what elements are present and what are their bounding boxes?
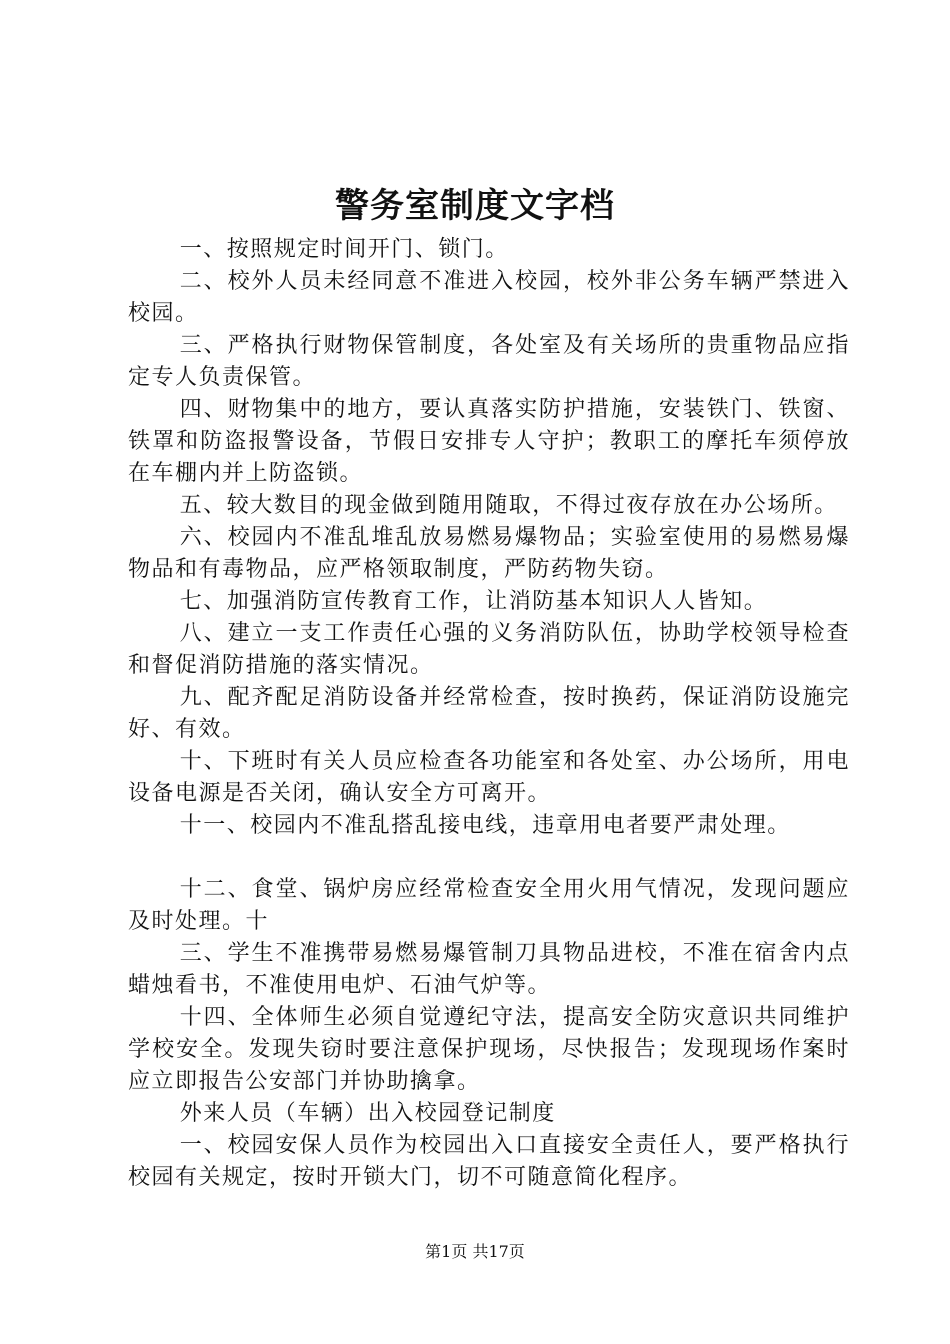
rule-paragraph-12: 十二、食堂、锅炉房应经常检查安全用火用气情况，发现问题应及时处理。十 <box>128 877 850 934</box>
rule-paragraph-3: 三、严格执行财物保管制度，各处室及有关场所的贵重物品应指定专人负责保管。 <box>128 333 850 390</box>
rule-paragraph-4: 四、财物集中的地方，要认真落实防护措施，安装铁门、铁窗、铁罩和防盗报警设备，节假日安排专人守护；教职工的摩托车须停放在车棚内并上防盗锁。 <box>128 397 850 486</box>
rule-paragraph-8: 八、建立一支工作责任心强的义务消防队伍，协助学校领导检查和督促消防措施的落实情况。 <box>128 621 850 678</box>
rule-paragraph-6: 六、校园内不准乱堆乱放易燃易爆物品；实验室使用的易燃易爆物品和有毒物品，应严格领取制度，严防药物失窃。 <box>128 525 850 582</box>
document-title: 警务室制度文字档 <box>335 186 615 226</box>
rule-paragraph-15: 一、校园安保人员作为校园出入口直接安全责任人，要严格执行校园有关规定，按时开锁大门，切不可随意简化程序。 <box>128 1133 850 1190</box>
page-number: 第1页 共17页 <box>425 1242 525 1261</box>
rule-paragraph-13: 三、学生不准携带易燃易爆管制刀具物品进校，不准在宿舍内点蜡烛看书，不准使用电炉、石油气炉等。 <box>128 941 850 998</box>
rule-paragraph-2: 二、校外人员未经同意不准进入校园，校外非公务车辆严禁进入校园。 <box>128 269 850 326</box>
rule-paragraph-11: 十一、校园内不准乱搭乱接电线，违章用电者要严肃处理。 <box>179 813 791 838</box>
rule-paragraph-14: 十四、全体师生必须自觉遵纪守法，提高安全防灾意识共同维护学校安全。发现失窃时要注意保护现场，尽快报告；发现现场作案时应立即报告公安部门并协助擒拿。 <box>128 1005 850 1094</box>
rule-paragraph-7: 七、加强消防宣传教育工作，让消防基本知识人人皆知。 <box>179 589 768 614</box>
rule-paragraph-10: 十、下班时有关人员应检查各功能室和各处室、办公场所，用电设备电源是否关闭，确认安全方可离开。 <box>128 749 850 806</box>
rule-paragraph-5: 五、较大数目的现金做到随用随取，不得过夜存放在办公场所。 <box>179 493 838 518</box>
paragraph-gap <box>128 842 850 874</box>
section-heading: 外来人员（车辆）出入校园登记制度 <box>179 1101 556 1126</box>
rule-paragraph-1: 一、按照规定时间开门、锁门。 <box>179 237 509 262</box>
rule-paragraph-9: 九、配齐配足消防设备并经常检查，按时换药，保证消防设施完好、有效。 <box>128 685 850 742</box>
document-body <box>128 234 850 1194</box>
